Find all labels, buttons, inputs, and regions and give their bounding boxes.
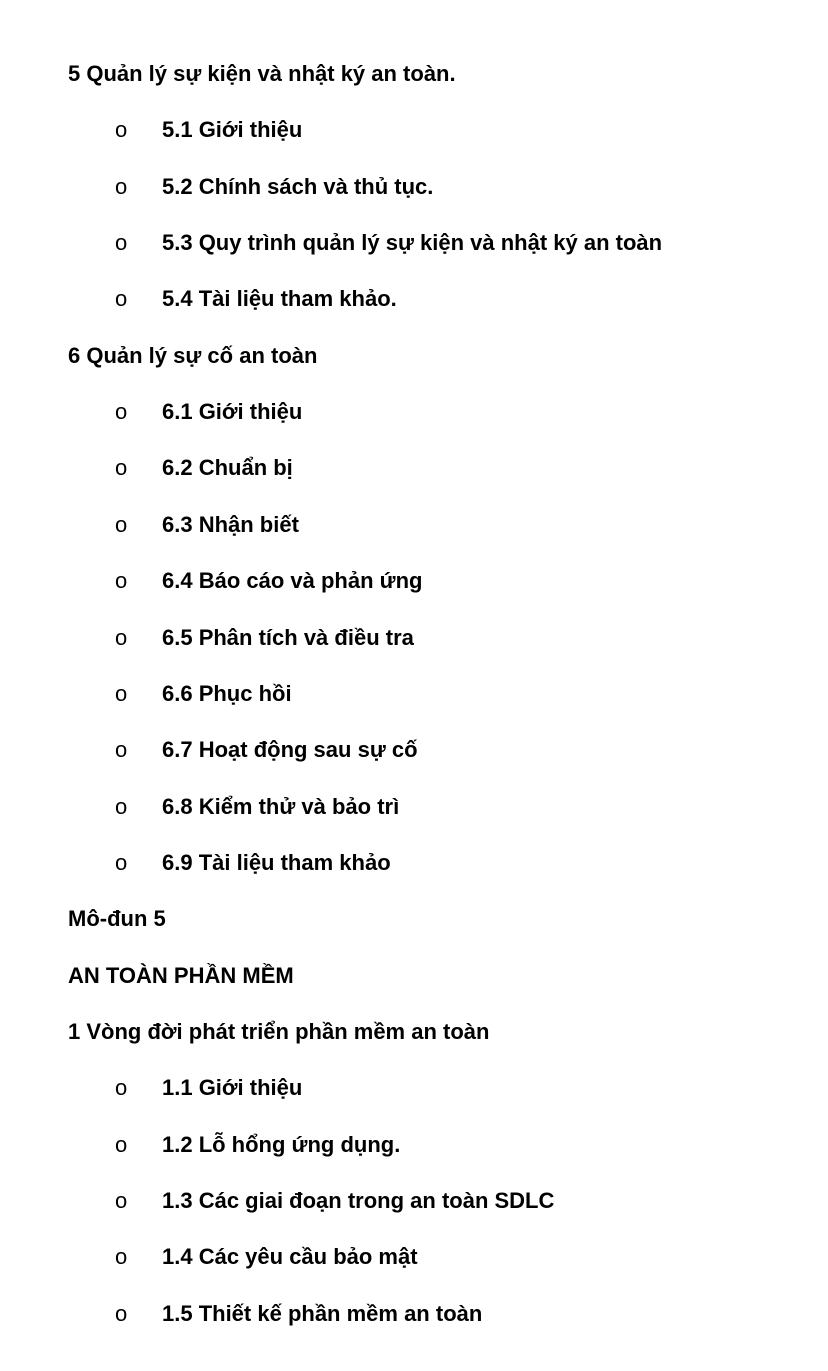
heading-text: 1 Vòng đời phát triển phần mềm an toàn	[68, 1019, 490, 1044]
hollow-circle-bullet-icon: o	[115, 568, 128, 593]
list-item	[0, 511, 828, 567]
hollow-circle-bullet-icon: o	[115, 850, 128, 875]
list-item	[0, 1187, 828, 1243]
list-item	[0, 624, 828, 680]
list-item	[0, 1074, 828, 1130]
list-item-text: 6.9 Tài liệu tham khảo	[162, 850, 391, 875]
list-item	[0, 567, 828, 623]
hollow-circle-bullet-icon: o	[115, 625, 128, 650]
list-item-text: 6.6 Phục hồi	[162, 681, 292, 706]
list-item	[0, 680, 828, 736]
hollow-circle-bullet-icon: o	[115, 1075, 128, 1100]
list-item	[0, 285, 828, 341]
list-item-text: 6.7 Hoạt động sau sự cố	[162, 737, 418, 762]
list-item	[0, 173, 828, 229]
list-item-text: 1.3 Các giai đoạn trong an toàn SDLC	[162, 1188, 555, 1213]
list-item-text: 5.2 Chính sách và thủ tục.	[162, 174, 434, 199]
hollow-circle-bullet-icon: o	[115, 286, 128, 311]
heading-text: 6 Quản lý sự cố an toàn	[68, 343, 318, 368]
list-item	[0, 454, 828, 510]
list-item-text: 6.1 Giới thiệu	[162, 399, 303, 424]
list-item-text: 6.3 Nhận biết	[162, 512, 299, 537]
hollow-circle-bullet-icon: o	[115, 117, 128, 142]
hollow-circle-bullet-icon: o	[115, 174, 128, 199]
hollow-circle-bullet-icon: o	[115, 1301, 128, 1326]
list-item	[0, 229, 828, 285]
heading-text: AN TOÀN PHẦN MỀM	[68, 963, 294, 988]
list-item	[0, 398, 828, 454]
list-item	[0, 1300, 828, 1356]
hollow-circle-bullet-icon: o	[115, 737, 128, 762]
list-item	[0, 736, 828, 792]
list-item-text: 6.8 Kiểm thử và bảo trì	[162, 794, 400, 819]
list-item-text: 6.4 Báo cáo và phản ứng	[162, 568, 423, 593]
hollow-circle-bullet-icon: o	[115, 1132, 128, 1157]
hollow-circle-bullet-icon: o	[115, 399, 128, 424]
list-item-text: 5.3 Quy trình quản lý sự kiện và nhật ký an toàn	[162, 230, 663, 255]
section-heading	[0, 60, 828, 116]
list-item-text: 1.4 Các yêu cầu bảo mật	[162, 1244, 418, 1269]
list-item	[0, 1243, 828, 1299]
hollow-circle-bullet-icon: o	[115, 512, 128, 537]
hollow-circle-bullet-icon: o	[115, 1188, 128, 1213]
list-item	[0, 116, 828, 172]
section-heading	[0, 1018, 828, 1074]
hollow-circle-bullet-icon: o	[115, 230, 128, 255]
list-item	[0, 793, 828, 849]
list-item-text: 1.1 Giới thiệu	[162, 1075, 303, 1100]
heading-text: 5 Quản lý sự kiện và nhật ký an toàn.	[68, 61, 456, 86]
list-item-text: 6.5 Phân tích và điều tra	[162, 625, 414, 650]
list-item-text: 5.4 Tài liệu tham khảo.	[162, 286, 397, 311]
list-item-text: 6.2 Chuẩn bị	[162, 455, 293, 480]
list-item-text: 1.5 Thiết kế phần mềm an toàn	[162, 1301, 483, 1326]
section-heading	[0, 905, 828, 961]
list-item	[0, 1131, 828, 1187]
hollow-circle-bullet-icon: o	[115, 1244, 128, 1269]
hollow-circle-bullet-icon: o	[115, 681, 128, 706]
hollow-circle-bullet-icon: o	[115, 794, 128, 819]
section-heading	[0, 342, 828, 398]
list-item	[0, 849, 828, 905]
list-item-text: 5.1 Giới thiệu	[162, 117, 303, 142]
section-heading	[0, 962, 828, 1018]
heading-text: Mô-đun 5	[68, 906, 166, 931]
hollow-circle-bullet-icon: o	[115, 455, 128, 480]
list-item-text: 1.2 Lỗ hổng ứng dụng.	[162, 1132, 401, 1157]
